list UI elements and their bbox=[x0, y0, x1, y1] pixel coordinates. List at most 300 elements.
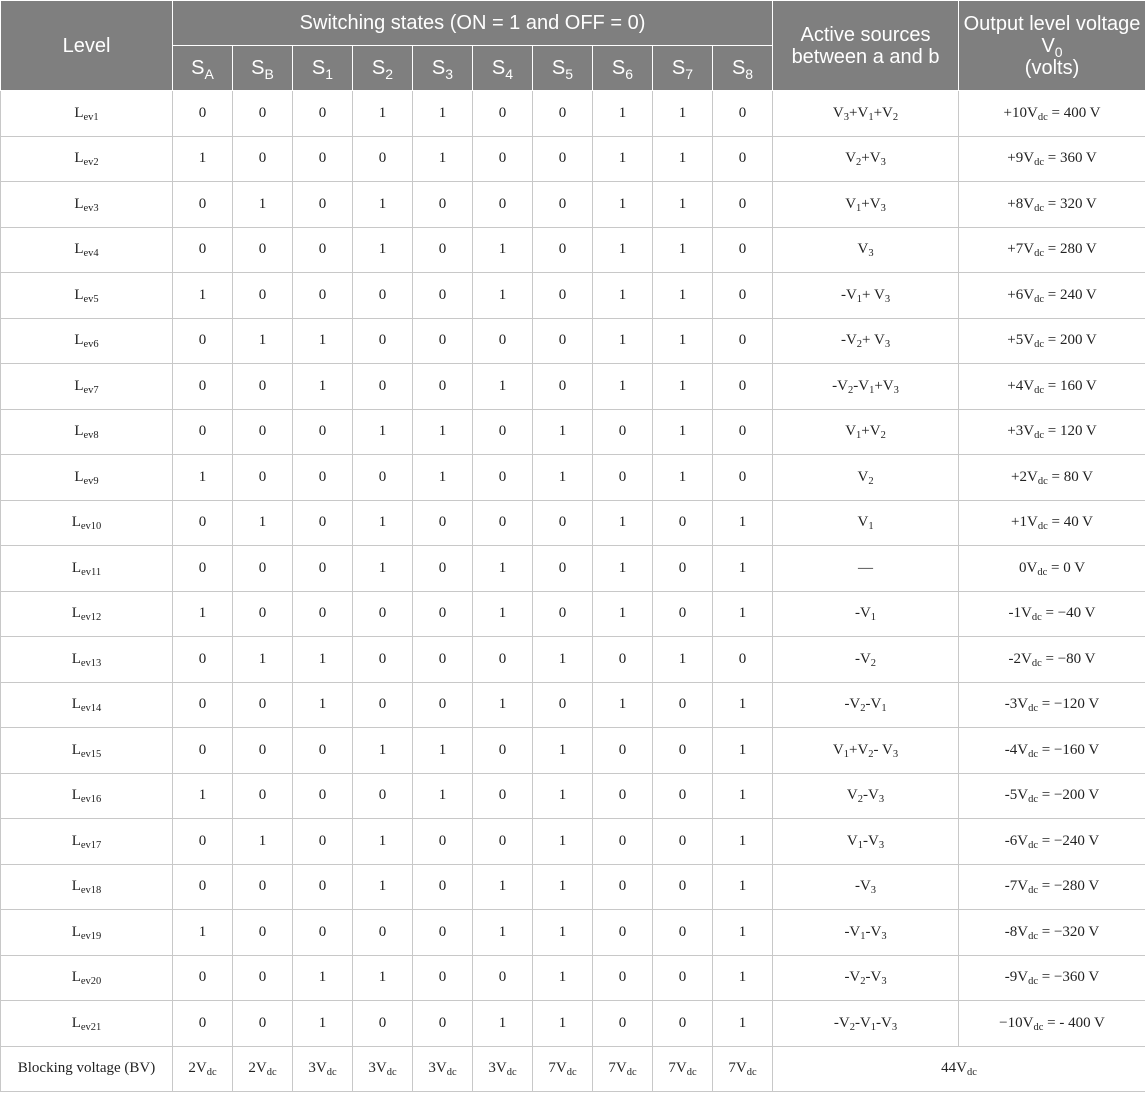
text-subscript: dc bbox=[1031, 657, 1042, 669]
output-voltage-value: = −360 V bbox=[1038, 969, 1100, 986]
switch-state-cell: 1 bbox=[413, 409, 473, 455]
header-switch-b bbox=[233, 46, 293, 91]
blocking-voltage-label: Blocking voltage (BV) bbox=[1, 1046, 173, 1092]
text-subscript: 3 bbox=[884, 339, 891, 351]
switch-state-cell: 0 bbox=[233, 273, 293, 319]
text-base: 7V bbox=[608, 1060, 627, 1077]
text-base: -V bbox=[832, 377, 848, 394]
switch-state-cell: 0 bbox=[353, 318, 413, 364]
text-subscript: 3 bbox=[878, 839, 885, 851]
switch-state-cell: 1 bbox=[713, 682, 773, 728]
table-row bbox=[1, 637, 1145, 683]
switch-state-cell: 1 bbox=[353, 91, 413, 137]
active-sources-cell bbox=[773, 364, 959, 410]
switch-state-cell: 0 bbox=[233, 910, 293, 956]
switch-state-cell: 1 bbox=[533, 773, 593, 819]
text-subscript: 3 bbox=[843, 111, 850, 123]
table-row bbox=[1, 409, 1145, 455]
text-base: 7V bbox=[728, 1060, 747, 1077]
switch-state-cell: 0 bbox=[473, 182, 533, 228]
output-voltage-cell bbox=[959, 773, 1145, 819]
text-subscript: 2 bbox=[892, 111, 899, 123]
switch-state-cell: 0 bbox=[293, 500, 353, 546]
text-subscript: 3 bbox=[891, 1021, 898, 1033]
text-subscript: 1 bbox=[857, 839, 864, 851]
switch-state-cell: 0 bbox=[593, 864, 653, 910]
text-base: +V bbox=[849, 741, 869, 758]
text-base: +8V bbox=[1007, 195, 1035, 212]
switch-state-cell: 1 bbox=[413, 728, 473, 774]
switch-state-cell: 0 bbox=[293, 409, 353, 455]
switch-state-cell: 0 bbox=[653, 819, 713, 865]
text-base: V bbox=[832, 741, 844, 758]
text-subscript: dc bbox=[326, 1067, 337, 1079]
level-cell bbox=[1, 136, 173, 182]
switch-state-cell: 1 bbox=[593, 682, 653, 728]
switch-state-cell: 0 bbox=[293, 819, 353, 865]
switch-state-cell: 1 bbox=[653, 182, 713, 228]
text-base: L bbox=[74, 150, 84, 167]
switch-state-cell: 0 bbox=[713, 637, 773, 683]
switch-state-cell: 1 bbox=[233, 182, 293, 228]
switch-state-cell: 0 bbox=[473, 728, 533, 774]
text-base: 3V bbox=[308, 1060, 327, 1077]
switch-state-cell: 0 bbox=[533, 364, 593, 410]
switch-state-cell: 1 bbox=[353, 955, 413, 1001]
text-subscript: ev1 bbox=[83, 111, 99, 123]
text-base: -V bbox=[854, 605, 871, 622]
switch-state-cell: 0 bbox=[173, 227, 233, 273]
text-base: L bbox=[74, 104, 84, 121]
switch-state-cell: 0 bbox=[173, 637, 233, 683]
table-row bbox=[1, 364, 1145, 410]
output-voltage-cell bbox=[959, 182, 1145, 228]
output-voltage-cell bbox=[959, 1001, 1145, 1047]
switch-state-cell: 0 bbox=[233, 773, 293, 819]
header-level: Level bbox=[1, 1, 173, 91]
output-voltage-cell bbox=[959, 136, 1145, 182]
text-subscript: dc bbox=[1037, 111, 1048, 123]
switch-state-cell: 0 bbox=[713, 227, 773, 273]
output-voltage-value: = 280 V bbox=[1043, 241, 1097, 258]
switch-state-cell: 1 bbox=[353, 182, 413, 228]
text-subscript: dc bbox=[746, 1067, 757, 1079]
blocking-voltage-cell bbox=[593, 1046, 653, 1092]
switch-state-cell: 1 bbox=[593, 91, 653, 137]
text-base: V bbox=[845, 195, 857, 212]
text-base: S bbox=[611, 57, 626, 79]
text-subscript: dc bbox=[386, 1067, 397, 1079]
switch-state-cell: 0 bbox=[713, 273, 773, 319]
switch-state-cell: 1 bbox=[233, 637, 293, 683]
text-subscript: 1 bbox=[860, 930, 866, 942]
switch-state-cell: 0 bbox=[233, 227, 293, 273]
text-base: 0V bbox=[1018, 559, 1038, 576]
active-sources-cell bbox=[773, 318, 959, 364]
text-subscript: dc bbox=[566, 1067, 577, 1079]
header-switch-6 bbox=[593, 46, 653, 91]
text-base: 3V bbox=[428, 1060, 447, 1077]
text-base: S bbox=[551, 57, 566, 79]
text-subscript: ev21 bbox=[80, 1021, 102, 1033]
text-base: +V bbox=[861, 150, 881, 167]
text-subscript: 2 bbox=[847, 384, 854, 396]
text-subscript: 2 bbox=[868, 748, 874, 760]
text-subscript: dc bbox=[266, 1067, 277, 1079]
header-switch-2 bbox=[353, 46, 413, 91]
text-subscript: dc bbox=[966, 1067, 977, 1079]
switch-state-cell: 0 bbox=[353, 364, 413, 410]
text-base: -4V bbox=[1004, 741, 1029, 758]
level-cell bbox=[1, 819, 173, 865]
switch-state-cell: 0 bbox=[593, 637, 653, 683]
text-subscript: 2 bbox=[870, 657, 877, 669]
text-base: +5V bbox=[1007, 332, 1035, 349]
output-voltage-cell bbox=[959, 591, 1145, 637]
switch-state-cell: 1 bbox=[653, 409, 713, 455]
blocking-voltage-cell bbox=[713, 1046, 773, 1092]
switch-state-cell: 0 bbox=[533, 546, 593, 592]
switch-state-cell: 1 bbox=[413, 455, 473, 501]
switch-state-cell: 0 bbox=[473, 773, 533, 819]
switch-state-cell: 1 bbox=[593, 182, 653, 228]
text-base: V bbox=[857, 514, 869, 531]
active-sources-cell bbox=[773, 955, 959, 1001]
switch-state-cell: 0 bbox=[293, 773, 353, 819]
output-voltage-cell bbox=[959, 91, 1145, 137]
text-base: -8V bbox=[1004, 923, 1029, 940]
text-base: -V bbox=[865, 923, 882, 940]
table-row bbox=[1, 728, 1145, 774]
output-voltage-value: = 160 V bbox=[1043, 377, 1097, 394]
blocking-voltage-cell bbox=[353, 1046, 413, 1092]
text-base: + V bbox=[862, 286, 885, 303]
switch-state-cell: 0 bbox=[293, 227, 353, 273]
text-subscript: dc bbox=[1028, 976, 1039, 988]
header-output-level-sub: 0 bbox=[1054, 43, 1063, 60]
text-base: -1V bbox=[1008, 605, 1032, 622]
output-voltage-value: = 0 V bbox=[1047, 559, 1086, 576]
text-base: 2V bbox=[248, 1060, 267, 1077]
switch-state-cell: 0 bbox=[413, 182, 473, 228]
text-subscript: 2 bbox=[856, 157, 862, 169]
switch-state-cell: 0 bbox=[713, 455, 773, 501]
text-subscript: dc bbox=[1033, 1021, 1044, 1033]
level-cell bbox=[1, 455, 173, 501]
switch-state-cell: 0 bbox=[413, 591, 473, 637]
switch-state-cell: 0 bbox=[233, 409, 293, 455]
switch-state-cell: 1 bbox=[653, 136, 713, 182]
level-cell bbox=[1, 1001, 173, 1047]
header-switch-1 bbox=[293, 46, 353, 91]
switch-state-cell: 0 bbox=[653, 864, 713, 910]
level-cell bbox=[1, 318, 173, 364]
text-base: +7V bbox=[1007, 241, 1035, 258]
switch-state-cell: 0 bbox=[353, 273, 413, 319]
text-base: -V bbox=[854, 650, 871, 667]
active-sources-cell bbox=[773, 546, 959, 592]
output-voltage-cell bbox=[959, 682, 1145, 728]
output-voltage-value: = −280 V bbox=[1038, 878, 1100, 895]
text-subscript: 1 bbox=[870, 612, 877, 624]
switch-state-cell: 1 bbox=[653, 637, 713, 683]
switch-state-cell: 0 bbox=[533, 682, 593, 728]
switch-state-cell: 0 bbox=[293, 864, 353, 910]
output-voltage-cell bbox=[959, 227, 1145, 273]
switch-state-cell: 0 bbox=[533, 318, 593, 364]
text-base: -V bbox=[863, 832, 879, 849]
text-base: L bbox=[74, 423, 84, 440]
output-voltage-cell bbox=[959, 455, 1145, 501]
switch-state-cell: 1 bbox=[713, 591, 773, 637]
text-subscript: dc bbox=[206, 1067, 217, 1079]
switch-state-cell: 1 bbox=[473, 682, 533, 728]
output-voltage-value: = −40 V bbox=[1041, 605, 1096, 622]
text-base: V bbox=[846, 832, 858, 849]
switch-state-cell: 0 bbox=[413, 500, 473, 546]
switch-state-cell: 0 bbox=[653, 910, 713, 956]
output-voltage-value: = 200 V bbox=[1043, 332, 1097, 349]
header-switch-5 bbox=[533, 46, 593, 91]
switch-state-cell: 1 bbox=[233, 318, 293, 364]
text-subscript: 1 bbox=[856, 293, 863, 305]
text-subscript: 8 bbox=[745, 65, 754, 82]
header-switch-4 bbox=[473, 46, 533, 91]
text-subscript: ev4 bbox=[83, 248, 99, 260]
switch-state-cell: 0 bbox=[353, 136, 413, 182]
switch-state-cell: 0 bbox=[653, 682, 713, 728]
switch-state-cell: 1 bbox=[593, 227, 653, 273]
output-voltage-cell bbox=[959, 546, 1145, 592]
output-voltage-cell bbox=[959, 864, 1145, 910]
switch-state-cell: 0 bbox=[593, 955, 653, 1001]
level-cell bbox=[1, 227, 173, 273]
text-base: 3V bbox=[368, 1060, 387, 1077]
text-base: +4V bbox=[1007, 377, 1035, 394]
table-row bbox=[1, 955, 1145, 1001]
switch-state-cell: 1 bbox=[173, 273, 233, 319]
text-base: +6V bbox=[1007, 286, 1035, 303]
table-row bbox=[1, 819, 1145, 865]
switch-state-cell: 0 bbox=[413, 955, 473, 1001]
switch-state-cell: 1 bbox=[473, 1001, 533, 1047]
text-subscript: 1 bbox=[868, 521, 874, 533]
text-base: -V bbox=[840, 286, 857, 303]
table-row bbox=[1, 1001, 1145, 1047]
switch-state-cell: 1 bbox=[353, 546, 413, 592]
text-subscript: 2 bbox=[860, 976, 866, 988]
text-base: +1V bbox=[1011, 514, 1038, 531]
active-sources-cell bbox=[773, 682, 959, 728]
switch-state-cell: 1 bbox=[713, 500, 773, 546]
switch-state-cell: 0 bbox=[593, 773, 653, 819]
text-base: V bbox=[846, 787, 858, 804]
text-subscript: 4 bbox=[505, 65, 514, 82]
level-cell bbox=[1, 182, 173, 228]
active-sources-cell bbox=[773, 773, 959, 819]
text-subscript: dc bbox=[1028, 794, 1039, 806]
switch-state-cell: 1 bbox=[533, 637, 593, 683]
text-subscript: 3 bbox=[881, 976, 887, 988]
text-subscript: ev16 bbox=[80, 794, 102, 806]
level-cell bbox=[1, 273, 173, 319]
switch-state-cell: 0 bbox=[293, 591, 353, 637]
switch-state-cell: 1 bbox=[473, 546, 533, 592]
switch-state-cell: 1 bbox=[353, 819, 413, 865]
text-subscript: dc bbox=[1037, 566, 1048, 578]
switch-state-cell: 0 bbox=[413, 682, 473, 728]
switch-state-cell: 0 bbox=[473, 455, 533, 501]
text-base: -9V bbox=[1004, 969, 1029, 986]
switch-state-cell: 0 bbox=[593, 1001, 653, 1047]
switch-state-cell: 0 bbox=[173, 409, 233, 455]
text-base: -V bbox=[876, 1014, 892, 1031]
switch-state-cell: 0 bbox=[713, 182, 773, 228]
switch-state-cell: 1 bbox=[293, 955, 353, 1001]
text-subscript: 3 bbox=[870, 885, 877, 897]
switch-state-cell: 0 bbox=[173, 364, 233, 410]
switch-state-cell: 0 bbox=[533, 273, 593, 319]
switch-state-cell: 0 bbox=[173, 182, 233, 228]
blocking-voltage-cell bbox=[533, 1046, 593, 1092]
text-subscript: 3 bbox=[880, 157, 886, 169]
switch-state-cell: 1 bbox=[293, 682, 353, 728]
text-base: L bbox=[71, 787, 81, 804]
table-row bbox=[1, 455, 1145, 501]
switch-state-cell: 1 bbox=[533, 1001, 593, 1047]
text-base: L bbox=[74, 377, 84, 394]
level-cell bbox=[1, 773, 173, 819]
switch-state-cell: 0 bbox=[413, 864, 473, 910]
switch-state-cell: 1 bbox=[533, 409, 593, 455]
switch-state-cell: 0 bbox=[233, 455, 293, 501]
text-base: L bbox=[71, 923, 81, 940]
table-row bbox=[1, 182, 1145, 228]
text-base: L bbox=[74, 241, 84, 258]
switch-state-cell: 0 bbox=[233, 546, 293, 592]
text-subscript: 1 bbox=[881, 703, 887, 715]
text-base: 44V bbox=[941, 1060, 967, 1077]
switch-state-cell: 1 bbox=[173, 773, 233, 819]
text-subscript: dc bbox=[1028, 703, 1039, 715]
active-sources-cell bbox=[773, 409, 959, 455]
text-subscript: ev6 bbox=[83, 339, 99, 351]
text-base: +V bbox=[861, 195, 881, 212]
blocking-voltage-cell bbox=[413, 1046, 473, 1092]
output-voltage-value: = −200 V bbox=[1038, 787, 1100, 804]
text-subscript: 1 bbox=[868, 111, 874, 123]
switch-state-cell: 0 bbox=[413, 546, 473, 592]
text-base: +V bbox=[873, 104, 893, 121]
active-sources-cell bbox=[773, 273, 959, 319]
text-base: + V bbox=[862, 332, 885, 349]
text-base: -V bbox=[865, 696, 882, 713]
switch-state-cell: 0 bbox=[173, 682, 233, 728]
blocking-voltage-cell bbox=[173, 1046, 233, 1092]
text-base: +3V bbox=[1007, 423, 1035, 440]
switch-state-cell: 0 bbox=[473, 318, 533, 364]
switch-state-cell: 0 bbox=[713, 364, 773, 410]
text-base: 7V bbox=[668, 1060, 687, 1077]
switch-state-cell: 0 bbox=[233, 682, 293, 728]
switch-state-cell: 1 bbox=[473, 364, 533, 410]
text-subscript: ev2 bbox=[83, 157, 99, 169]
level-cell bbox=[1, 728, 173, 774]
switch-state-cell: 1 bbox=[713, 546, 773, 592]
text-base: S bbox=[311, 57, 326, 79]
output-voltage-value: = −320 V bbox=[1038, 923, 1100, 940]
table-row bbox=[1, 864, 1145, 910]
switch-state-cell: 0 bbox=[653, 546, 713, 592]
switch-state-cell: 1 bbox=[653, 273, 713, 319]
switch-state-cell: 0 bbox=[713, 91, 773, 137]
switch-state-cell: 1 bbox=[413, 91, 473, 137]
switch-state-cell: 1 bbox=[353, 409, 413, 455]
blocking-voltage-row bbox=[1, 1046, 1145, 1092]
table-row bbox=[1, 273, 1145, 319]
switch-state-cell: 0 bbox=[473, 637, 533, 683]
switch-state-cell: 1 bbox=[173, 591, 233, 637]
switch-state-cell: 0 bbox=[593, 409, 653, 455]
switch-state-cell: 1 bbox=[293, 318, 353, 364]
text-base: V bbox=[857, 241, 869, 258]
table-row bbox=[1, 227, 1145, 273]
output-voltage-value: = −160 V bbox=[1038, 741, 1100, 758]
level-cell bbox=[1, 500, 173, 546]
switch-state-cell: 0 bbox=[173, 546, 233, 592]
text-base: L bbox=[71, 514, 81, 531]
active-sources-cell bbox=[773, 728, 959, 774]
active-sources-cell bbox=[773, 591, 959, 637]
switch-state-cell: 0 bbox=[473, 409, 533, 455]
text-subscript: dc bbox=[1034, 202, 1044, 214]
switch-state-cell: 1 bbox=[713, 864, 773, 910]
text-subscript: ev9 bbox=[83, 475, 99, 487]
switch-state-cell: 1 bbox=[173, 136, 233, 182]
table-row bbox=[1, 318, 1145, 364]
level-cell bbox=[1, 546, 173, 592]
switch-state-cell: 1 bbox=[293, 1001, 353, 1047]
switch-state-cell: 0 bbox=[173, 91, 233, 137]
switch-state-cell: 0 bbox=[533, 227, 593, 273]
text-base: L bbox=[71, 650, 81, 667]
text-base: -7V bbox=[1004, 878, 1029, 895]
table-row bbox=[1, 682, 1145, 728]
header-switch-7 bbox=[653, 46, 713, 91]
active-sources-cell bbox=[773, 227, 959, 273]
header-active-sources: Active sources between a and b bbox=[773, 1, 959, 91]
text-subscript: dc bbox=[1031, 612, 1042, 624]
switch-state-cell: 0 bbox=[353, 591, 413, 637]
switch-state-cell: 0 bbox=[353, 637, 413, 683]
text-subscript: ev8 bbox=[83, 430, 99, 442]
text-base: L bbox=[74, 195, 84, 212]
text-base: L bbox=[71, 559, 82, 576]
active-sources-cell bbox=[773, 455, 959, 501]
switch-state-cell: 1 bbox=[653, 227, 713, 273]
header-switching-states: Switching states (ON = 1 and OFF = 0) bbox=[173, 1, 773, 46]
table-row bbox=[1, 91, 1145, 137]
text-subscript: 3 bbox=[880, 202, 886, 214]
switch-state-cell: 0 bbox=[473, 91, 533, 137]
text-base: S bbox=[731, 57, 746, 79]
text-base: −10V bbox=[999, 1014, 1034, 1031]
switch-state-cell: 0 bbox=[233, 1001, 293, 1047]
text-subscript: 2 bbox=[860, 703, 866, 715]
text-subscript: 1 bbox=[843, 748, 849, 760]
switch-state-cell: 0 bbox=[593, 455, 653, 501]
active-sources-cell bbox=[773, 500, 959, 546]
